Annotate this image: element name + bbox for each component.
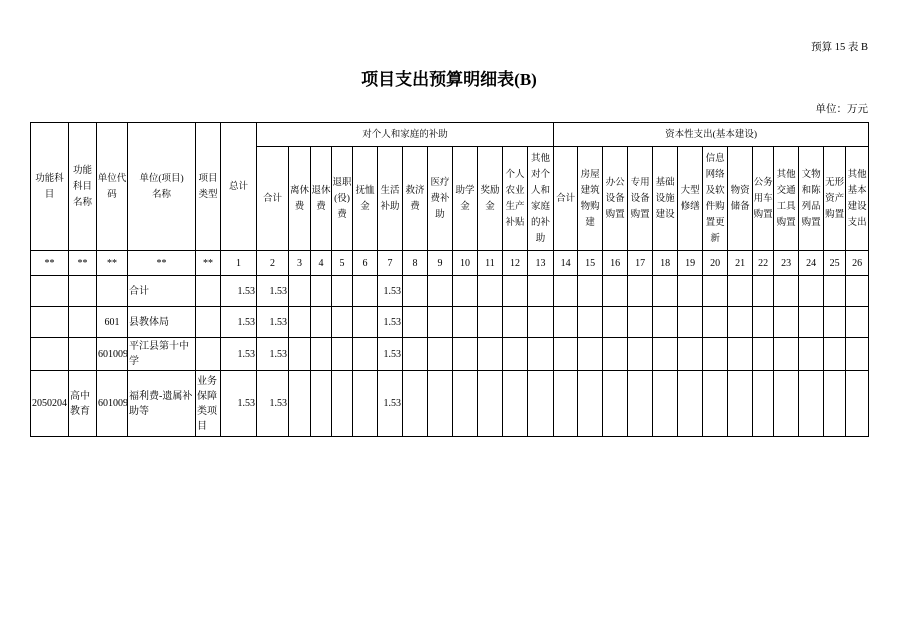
personal-amount-cell [528, 371, 554, 437]
index-cell: 7 [378, 251, 403, 276]
capital-amount-cell [753, 307, 774, 338]
personal-amount-cell [478, 276, 503, 307]
header-capital-other-vehicle: 其他交通工具购置 [774, 147, 799, 251]
capital-amount-cell [678, 276, 703, 307]
header-personal-resignation: 退职(役)费 [332, 147, 353, 251]
personal-amount-cell: 1.53 [257, 338, 289, 371]
unit-label: 单位：万元 [815, 104, 868, 115]
header-capital-official-vehicle: 公务用车购置 [753, 147, 774, 251]
project-type-cell [196, 338, 221, 371]
header-group-capital: 资本性支出(基本建设) [554, 123, 869, 147]
project-type-cell [196, 276, 221, 307]
capital-amount-cell [728, 371, 753, 437]
function-name-cell: 高中教育 [69, 371, 97, 437]
personal-amount-cell [353, 338, 378, 371]
personal-amount-cell [403, 307, 428, 338]
function-name-cell [69, 307, 97, 338]
capital-amount-cell [578, 276, 603, 307]
personal-amount-cell [311, 276, 332, 307]
capital-amount-cell [628, 338, 653, 371]
personal-amount-cell [478, 307, 503, 338]
personal-amount-cell [332, 338, 353, 371]
table-row [31, 276, 869, 307]
header-personal-medical-allowance: 医疗费补助 [428, 147, 453, 251]
personal-amount-cell [428, 276, 453, 307]
header-unit-name: 单位(项目)名称 [128, 123, 196, 251]
header-group-personal: 对个人和家庭的补助 [257, 123, 554, 147]
personal-amount-cell [403, 371, 428, 437]
capital-amount-cell [653, 338, 678, 371]
function-name-cell [69, 276, 97, 307]
function-name-cell [69, 338, 97, 371]
unit-code-cell [97, 276, 128, 307]
personal-amount-cell [503, 338, 528, 371]
index-cell: 14 [554, 251, 578, 276]
table-body [31, 251, 869, 437]
page-title: 项目支出预算明细表(B) [361, 70, 537, 89]
header-function-name: 功能科目名称 [69, 123, 97, 251]
project-type-cell: 业务保障类项目 [196, 371, 221, 437]
index-cell: 22 [753, 251, 774, 276]
personal-amount-cell [332, 307, 353, 338]
capital-amount-cell [728, 338, 753, 371]
function-code-cell [31, 276, 69, 307]
personal-amount-cell [289, 307, 311, 338]
index-cell: 1 [221, 251, 257, 276]
capital-amount-cell [824, 371, 846, 437]
header-capital-material-reserve: 物资储备 [728, 147, 753, 251]
personal-amount-cell [403, 276, 428, 307]
capital-amount-cell [653, 276, 678, 307]
capital-amount-cell [554, 338, 578, 371]
index-cell: 16 [603, 251, 628, 276]
header-personal-living-allowance: 生活补助 [378, 147, 403, 251]
capital-amount-cell [603, 307, 628, 338]
header-project-type: 项目类型 [196, 123, 221, 251]
index-cell: 6 [353, 251, 378, 276]
index-cell: 2 [257, 251, 289, 276]
personal-amount-cell [353, 276, 378, 307]
header-capital-office-equipment: 办公设备购置 [603, 147, 628, 251]
capital-amount-cell [578, 338, 603, 371]
function-code-cell [31, 307, 69, 338]
capital-amount-cell [846, 371, 869, 437]
capital-amount-cell [728, 307, 753, 338]
index-cell: ** [31, 251, 69, 276]
capital-amount-cell [653, 307, 678, 338]
header-personal-subtotal: 合计 [257, 147, 289, 251]
capital-amount-cell [554, 276, 578, 307]
header-total: 总计 [221, 123, 257, 251]
index-cell: 8 [403, 251, 428, 276]
capital-amount-cell [678, 371, 703, 437]
personal-amount-cell: 1.53 [378, 276, 403, 307]
header-group-row [31, 123, 869, 147]
capital-amount-cell [846, 276, 869, 307]
index-cell: 18 [653, 251, 678, 276]
personal-amount-cell [453, 307, 478, 338]
capital-amount-cell [628, 371, 653, 437]
capital-amount-cell [799, 307, 824, 338]
index-cell: 13 [528, 251, 554, 276]
capital-amount-cell [554, 371, 578, 437]
header-capital-building: 房屋建筑物购建 [578, 147, 603, 251]
index-cell: 21 [728, 251, 753, 276]
index-cell: 26 [846, 251, 869, 276]
personal-amount-cell [289, 276, 311, 307]
capital-amount-cell [554, 307, 578, 338]
capital-amount-cell [703, 307, 728, 338]
personal-amount-cell [453, 338, 478, 371]
total-cell: 1.53 [221, 371, 257, 437]
index-cell: 9 [428, 251, 453, 276]
table-row [31, 307, 869, 338]
unit-name-cell: 合计 [128, 276, 196, 307]
header-unit-code: 单位代码 [97, 123, 128, 251]
personal-amount-cell [311, 371, 332, 437]
capital-amount-cell [703, 338, 728, 371]
personal-amount-cell [332, 276, 353, 307]
header-personal-farm-subsidy: 个人农业生产补贴 [503, 147, 528, 251]
personal-amount-cell: 1.53 [257, 276, 289, 307]
index-cell: 23 [774, 251, 799, 276]
capital-amount-cell [753, 371, 774, 437]
header-personal-retirement-leave: 离休费 [289, 147, 311, 251]
capital-amount-cell [603, 276, 628, 307]
capital-amount-cell [728, 276, 753, 307]
personal-amount-cell [332, 371, 353, 437]
personal-amount-cell [503, 371, 528, 437]
index-cell: 10 [453, 251, 478, 276]
function-code-cell: 2050204 [31, 371, 69, 437]
capital-amount-cell [774, 371, 799, 437]
personal-amount-cell: 1.53 [257, 307, 289, 338]
personal-amount-cell [503, 307, 528, 338]
index-cell: ** [69, 251, 97, 276]
unit-name-cell: 县教体局 [128, 307, 196, 338]
unit-name-cell: 福利费-遗属补助等 [128, 371, 196, 437]
personal-amount-cell [478, 338, 503, 371]
personal-amount-cell [428, 371, 453, 437]
capital-amount-cell [824, 338, 846, 371]
personal-amount-cell [289, 371, 311, 437]
personal-amount-cell [311, 307, 332, 338]
header-capital-cultural-relics: 文物和陈列品购置 [799, 147, 824, 251]
total-cell: 1.53 [221, 276, 257, 307]
capital-amount-cell [678, 338, 703, 371]
personal-amount-cell [453, 371, 478, 437]
capital-amount-cell [603, 371, 628, 437]
capital-amount-cell [846, 338, 869, 371]
capital-amount-cell [653, 371, 678, 437]
index-cell: 24 [799, 251, 824, 276]
index-cell: 25 [824, 251, 846, 276]
capital-amount-cell [824, 276, 846, 307]
index-cell: 20 [703, 251, 728, 276]
index-cell: 5 [332, 251, 353, 276]
personal-amount-cell: 1.53 [257, 371, 289, 437]
capital-amount-cell [578, 307, 603, 338]
index-cell: ** [97, 251, 128, 276]
index-cell: ** [196, 251, 221, 276]
table-row [31, 371, 869, 437]
header-capital-subtotal: 合计 [554, 147, 578, 251]
header-personal-student-aid: 助学金 [453, 147, 478, 251]
header-capital-major-repair: 大型修缮 [678, 147, 703, 251]
capital-amount-cell [799, 338, 824, 371]
index-cell: 19 [678, 251, 703, 276]
personal-amount-cell [428, 338, 453, 371]
capital-amount-cell [799, 371, 824, 437]
header-function-code: 功能科目 [31, 123, 69, 251]
personal-amount-cell: 1.53 [378, 338, 403, 371]
capital-amount-cell [703, 276, 728, 307]
unit-code-cell: 601 [97, 307, 128, 338]
capital-amount-cell [578, 371, 603, 437]
capital-amount-cell [774, 307, 799, 338]
personal-amount-cell: 1.53 [378, 371, 403, 437]
personal-amount-cell [311, 338, 332, 371]
unit-name-cell: 平江县第十中学 [128, 338, 196, 371]
personal-amount-cell [353, 371, 378, 437]
header-capital-other-construction: 其他基本建设支出 [846, 147, 869, 251]
personal-amount-cell [528, 276, 554, 307]
unit-code-cell: 601009 [97, 338, 128, 371]
index-row [31, 251, 869, 276]
index-cell: ** [128, 251, 196, 276]
header-capital-intangible-assets: 无形资产购置 [824, 147, 846, 251]
capital-amount-cell [846, 307, 869, 338]
header-personal-retirement: 退休费 [311, 147, 332, 251]
index-cell: 17 [628, 251, 653, 276]
project-type-cell [196, 307, 221, 338]
header-personal-pension: 抚恤金 [353, 147, 378, 251]
capital-amount-cell [603, 338, 628, 371]
index-cell: 12 [503, 251, 528, 276]
header-personal-bonus: 奖励金 [478, 147, 503, 251]
capital-amount-cell [774, 338, 799, 371]
capital-amount-cell [678, 307, 703, 338]
table-row [31, 338, 869, 371]
capital-amount-cell [753, 276, 774, 307]
personal-amount-cell [428, 307, 453, 338]
unit-code-cell: 601009 [97, 371, 128, 437]
index-cell: 15 [578, 251, 603, 276]
header-personal-relief: 救济费 [403, 147, 428, 251]
personal-amount-cell [503, 276, 528, 307]
header-personal-other: 其他对个人和家庭的补助 [528, 147, 554, 251]
budget-table [30, 122, 869, 437]
capital-amount-cell [628, 276, 653, 307]
function-code-cell [31, 338, 69, 371]
personal-amount-cell [289, 338, 311, 371]
personal-amount-cell [453, 276, 478, 307]
capital-amount-cell [703, 371, 728, 437]
header-capital-infrastructure: 基础设施建设 [653, 147, 678, 251]
capital-amount-cell [753, 338, 774, 371]
form-code: 预算 15 表 B [811, 42, 868, 53]
index-cell: 11 [478, 251, 503, 276]
header-capital-it-software: 信息网络及软件购置更新 [703, 147, 728, 251]
header-capital-special-equipment: 专用设备购置 [628, 147, 653, 251]
capital-amount-cell [799, 276, 824, 307]
index-cell: 3 [289, 251, 311, 276]
personal-amount-cell [403, 338, 428, 371]
total-cell: 1.53 [221, 338, 257, 371]
personal-amount-cell [353, 307, 378, 338]
personal-amount-cell [528, 338, 554, 371]
personal-amount-cell [478, 371, 503, 437]
capital-amount-cell [824, 307, 846, 338]
personal-amount-cell [528, 307, 554, 338]
total-cell: 1.53 [221, 307, 257, 338]
capital-amount-cell [628, 307, 653, 338]
index-cell: 4 [311, 251, 332, 276]
capital-amount-cell [774, 276, 799, 307]
personal-amount-cell: 1.53 [378, 307, 403, 338]
